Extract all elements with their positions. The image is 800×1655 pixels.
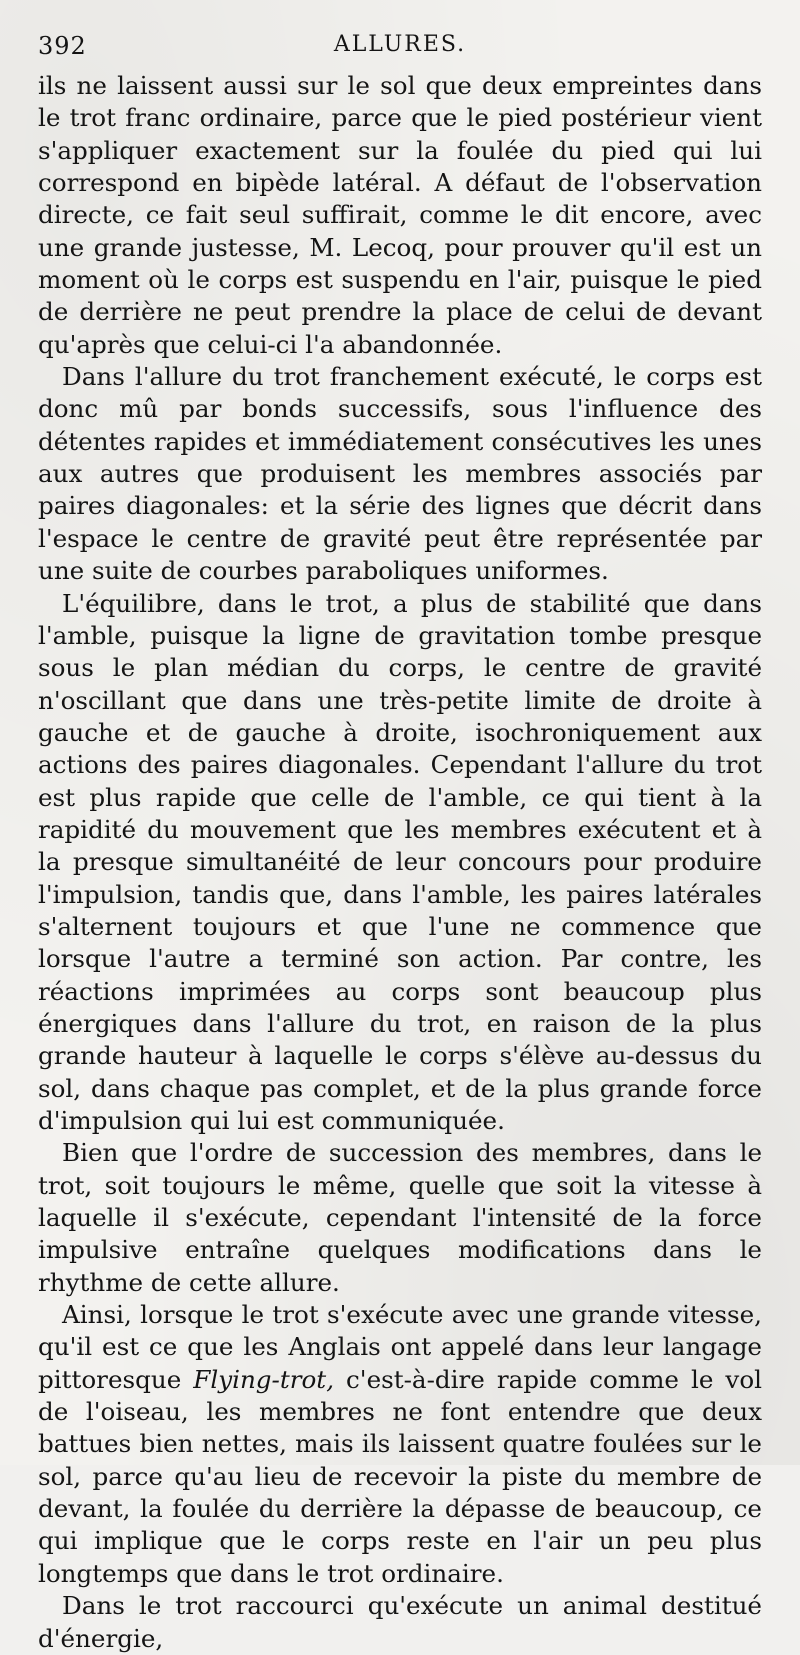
paragraph-5-text-after: c'est-à-dire rapide comme le vol de l'oiseau, les membres ne font entendre que deux battues bien nettes, mais ils laissent quatre foulées sur le sol, parce qu'au lieu de recevoir la piste du membre de devant, la foulée du derrière la dépasse de beaucoup, ce qui implique que le corps reste en l'air un peu plus longtemps que dans le trot ordinaire. bbox=[38, 1364, 762, 1588]
paragraph-1: ils ne laissent aussi sur le sol que deux empreintes dans le trot franc ordinaire, parce que le pied postérieur vient s'appliquer exactement sur la foulée du pied qui lui correspond en bipède latéral. A défaut de l'observation directe, ce fait seul suffirait, comme le dit encore, avec une grande justesse, M. Lecoq, pour prouver qu'il est un moment où le corps est suspendu en l'air, puisque le pied de derrière ne peut prendre la place de celui de devant qu'après que celui-ci l'a abandonnée. bbox=[38, 71, 762, 359]
paragraph-3: L'équilibre, dans le trot, a plus de stabilité que dans l'amble, puisque la ligne de gravitation tombe presque sous le plan médian du corps, le centre de gravité n'oscillant que dans une très-petite limite de droite à gauche et de gauche à droite, isochroniquement aux actions des paires diagonales. Cependant l'allure du trot est plus rapide que celle de l'amble, ce qui tient à la rapidité du mouvement que les membres exécutent et à la presque simultanéité de leur concours pour produire l'impulsion, tandis que, dans l'amble, les paires latérales s'alternent toujours et que l'une ne commence que lorsque l'autre a terminé son action. Par contre, les réactions imprimées au corps sont beaucoup plus énergiques dans l'allure du trot, en raison de la plus grande hauteur à laquelle le corps s'élève au-dessus du sol, dans chaque pas complet, et de la plus grande force d'impulsion qui lui est communiquée. bbox=[38, 588, 762, 1135]
paragraph-6: Dans le trot raccourci qu'exécute un animal destitué d'énergie, bbox=[38, 1591, 762, 1653]
running-head bbox=[38, 28, 762, 70]
running-title: ALLURES. bbox=[333, 32, 467, 57]
body-text bbox=[38, 70, 762, 1655]
paragraph-5 bbox=[38, 1299, 762, 1590]
paragraph-5-text-before: Ainsi, lorsque le trot s'exécute avec une grande vitesse, qu'il est ce que les Anglais ont appelé dans leur langage pittoresque bbox=[38, 1300, 762, 1394]
paragraph-4: Bien que l'ordre de succession des membres, dans le trot, soit toujours le même, quelle que soit la vitesse à laquelle il s'exécute, cependant l'intensité de la force impulsive entraîne quelques modifications dans le rhythme de cette allure. bbox=[38, 1138, 762, 1297]
paragraph-5-italic-term: Flying-trot, bbox=[193, 1364, 335, 1394]
paragraph-2: Dans l'allure du trot franchement exécuté, le corps est donc mû par bonds successifs, sous l'influence des détentes rapides et immédiatement consécutives les unes aux autres que produisent les membres associés par paires diagonales: et la série des lignes que décrit dans l'espace le centre de gravité peut être représentée par une suite de courbes paraboliques uniformes. bbox=[38, 362, 762, 586]
page-number: 392 bbox=[38, 32, 87, 60]
